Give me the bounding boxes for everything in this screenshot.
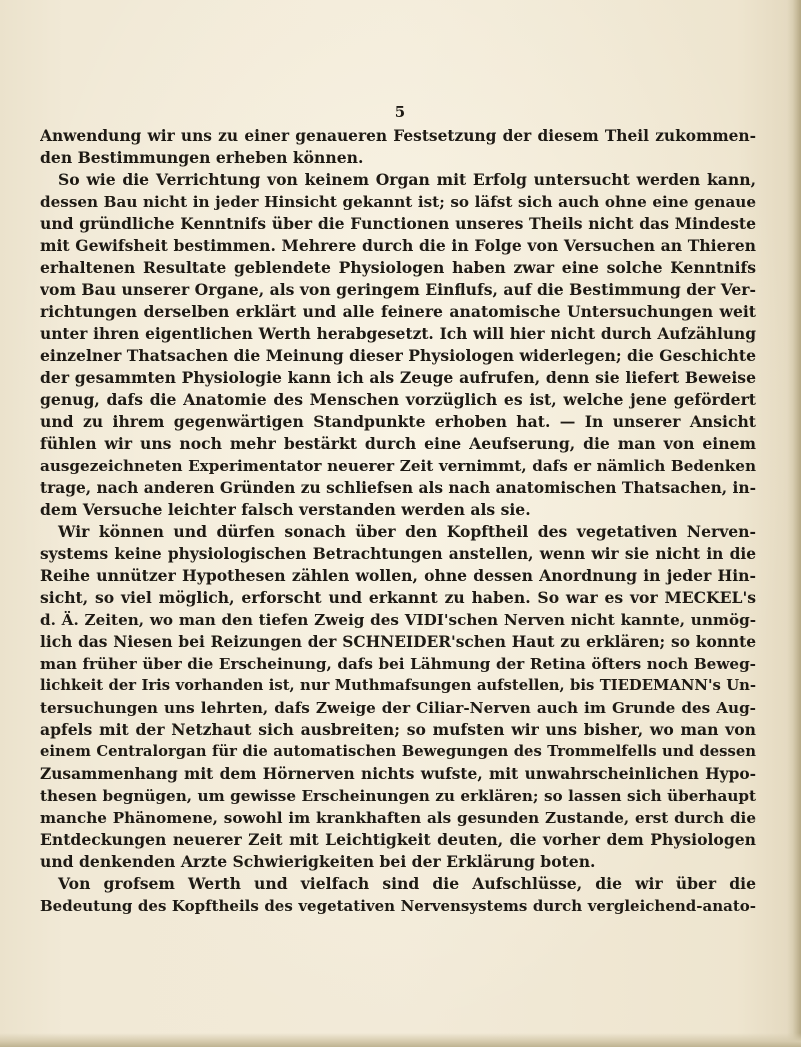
text-line: erhaltenen Resultate geblendete Physiologen haben zwar eine solche Kenntnifs [40,258,756,277]
page-right-edge-shadow [787,0,801,1047]
text-line: Reihe unnützer Hypothesen zählen wollen, ohne dessen Anordnung in jeder Hin- [40,566,756,585]
text-line: genug, dafs die Anatomie des Menschen vorzüglich es ist, welche jene gefördert [40,390,756,409]
text-line: So wie die Verrichtung von keinem Organ mit Erfolg untersucht werden kann, [58,170,756,189]
text-line: Zusammenhang mit dem Hörnerven nichts wufste, mit unwahrscheinlichen Hypo- [40,765,756,783]
text-line: sicht, so viel möglich, erforscht und erkannt zu haben. So war es vor MECKEL's [40,588,756,607]
text-line: Wir können und dürfen sonach über den Kopftheil des vegetativen Nerven- [58,522,756,541]
body-text [40,125,756,917]
text-line: Bedeutung des Kopftheils des vegetativen Nervensystems durch vergleichend-anato- [40,897,756,915]
text-line: Anwendung wir uns zu einer genaueren Festsetzung der diesem Theil zukommen- [40,127,756,145]
text-line: richtungen derselben erklärt und alle feinere anatomische Untersuchungen weit [40,302,756,321]
text-line: lichkeit der Iris vorhanden ist, nur Muthmafsungen aufstellen, bis TIEDEMANN's Un- [40,677,756,694]
text-line: einzelner Thatsachen die Meinung dieser Physiologen widerlegen; die Geschichte [40,346,756,365]
text-line: Von grofsem Werth und vielfach sind die Aufschlüsse, die wir über die [58,874,756,893]
text-line: systems keine physiologischen Betrachtungen anstellen, wenn wir sie nicht in die [40,545,756,563]
text-line: thesen begnügen, um gewisse Erscheinungen zu erklären; so lassen sich überhaupt [40,787,756,805]
text-line: mit Gewifsheit bestimmen. Mehrere durch die in Folge von Versuchen an Thieren [40,236,756,255]
text-line: einem Centralorgan für die automatischen Bewegungen des Trommelfells und dessen [40,743,756,760]
text-line: der gesammten Physiologie kann ich als Zeuge aufrufen, denn sie liefert Beweise [40,368,756,387]
page-number: 5 [394,103,407,121]
text-line: manche Phänomene, sowohl im krankhaften als gesunden Zustande, erst durch die [40,809,756,827]
text-line: lich das Niesen bei Reizungen der SCHNEIDER'schen Haut zu erklären; so konnte [40,633,756,651]
text-line: apfels mit der Netzhaut sich ausbreiten; so mufsten wir uns bisher, wo man von [40,720,756,739]
text-line: dessen Bau nicht in jeder Hinsicht gekannt ist; so läfst sich auch ohne eine genaue [40,193,756,211]
text-line: vom Bau unserer Organe, als von geringem Einflufs, auf die Bestimmung der Ver- [40,280,756,299]
text-line: man früher über die Erscheinung, dafs bei Lähmung der Retina öfters noch Beweg- [40,655,756,673]
text-line: Entdeckungen neuerer Zeit mit Leichtigkeit deuten, die vorher dem Physiologen [40,830,756,849]
text-line: trage, nach anderen Gründen zu schliefsen als nach anatomischen Thatsachen, in- [40,479,756,497]
text-line: tersuchungen uns lehrten, dafs Zweige der Ciliar-Nerven auch im Grunde des Aug- [40,699,756,717]
text-line: und zu ihrem gegenwärtigen Standpunkte erhoben hat. — In unserer Ansicht [40,412,756,431]
page-bottom-edge-shadow [0,1033,801,1047]
text-line: dem Versuche leichter falsch verstanden werden als sie. [40,500,531,519]
text-line: den Bestimmungen erheben können. [40,148,364,167]
text-line: fühlen wir uns noch mehr bestärkt durch eine Aeufserung, die man von einem [40,434,756,453]
text-line: ausgezeichneten Experimentator neuerer Zeit vernimmt, dafs er nämlich Bedenken [40,457,756,475]
text-line: und gründliche Kenntnifs über die Functionen unseres Theils nicht das Mindeste [40,214,756,233]
text-line: und denkenden Arzte Schwierigkeiten bei der Erklärung boten. [40,852,596,871]
text-line: d. Ä. Zeiten, wo man den tiefen Zweig des VIDI'schen Nerven nicht kannte, unmög- [40,611,756,629]
text-line: unter ihren eigentlichen Werth herabgesetzt. Ich will hier nicht durch Aufzählung [40,325,756,343]
